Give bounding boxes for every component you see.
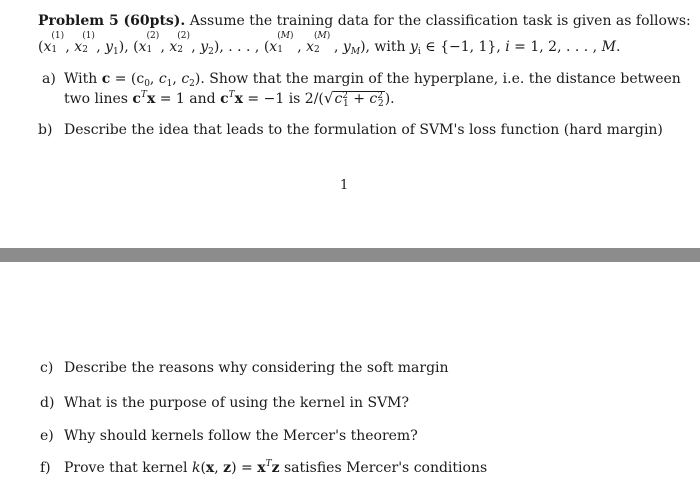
part-a-with: With: [64, 71, 98, 87]
part-a-eq2: = −1 is 2/(: [242, 91, 324, 107]
with-text: , with: [365, 39, 406, 55]
yi-var: y: [410, 39, 418, 55]
part-b-text: Describe the idea that leads to the formulation of SVM's loss function (hard margin): [64, 122, 663, 138]
training-data-line: (x (1) 1 , x (1) 2 , $y_1$), (x (2) 1 , x (2) 2 , $y_2$), . . . , (x (M) 1 , x (M) 2 , $y_M$), with $y_i$ ∈ {−1, 1}, i = 1, 2, . . . , M.: [38, 31, 621, 57]
part-d-text: What is the purpose of using the kernel in SVM?: [64, 395, 410, 411]
M-var: M: [601, 39, 616, 55]
part-a-close: ).: [384, 91, 395, 107]
set-text: ∈ {−1, 1},: [420, 39, 506, 55]
part-e-text: Why should kernels follow the Mercer's theorem?: [64, 428, 418, 444]
sqrt-expression: $c^2_1 + c^2_2$: [334, 91, 384, 109]
part-c-text: Describe the reasons why considering the soft margin: [64, 360, 449, 376]
page-number: 1: [340, 178, 349, 193]
period: .: [615, 39, 621, 55]
part-a-eq: = (c: [110, 71, 145, 87]
part-f-label: f): [40, 460, 51, 476]
problem-intro: Assume the training data for the classification task is given as follows:: [189, 13, 691, 29]
part-c-label: c): [40, 360, 54, 376]
part-a-line1: With $c = (c_0$, $c_1$, $c_2$). Show that the margin of the hyperplane, i.e. the distance between: [64, 71, 681, 89]
part-b-label: b): [38, 122, 53, 138]
i-var: i: [505, 39, 510, 55]
vector-c: c: [101, 71, 111, 87]
part-f-text2: satisfies Mercer's conditions: [279, 460, 488, 476]
part-d-label: d): [40, 395, 55, 411]
kernel-k: k: [191, 460, 201, 476]
part-a-line2: two lines $c^Tx = 1$ and $c^Tx = -1$ is $2/(√c^2_1 + c^2_2)$.: [64, 89, 395, 109]
part-a-text2: ). Show that the margin of the hyperplane, i.e. the distance between: [194, 71, 681, 87]
c0-sub: 0: [144, 79, 150, 89]
part-e-label: e): [40, 428, 54, 444]
yi-sub: i: [417, 47, 421, 57]
c2-sub: 2: [189, 79, 195, 89]
part-a-eq1: = 1 and: [155, 91, 221, 107]
c1-sub: 1: [166, 79, 173, 89]
part-f-prove: Prove that kernel: [64, 460, 188, 476]
page-separator: [0, 248, 700, 262]
problem-title: Problem 5 (60pts).: [38, 13, 186, 29]
part-a-two-lines: two lines: [64, 91, 128, 107]
part-f-text: Prove that kernel k(x, $z) = x^Tz$ satisfies Mercer's conditions: [64, 459, 488, 476]
range-text: = 1, 2, . . . ,: [509, 39, 602, 55]
problem-heading: [38, 12, 691, 30]
part-a-label: a): [42, 71, 56, 87]
